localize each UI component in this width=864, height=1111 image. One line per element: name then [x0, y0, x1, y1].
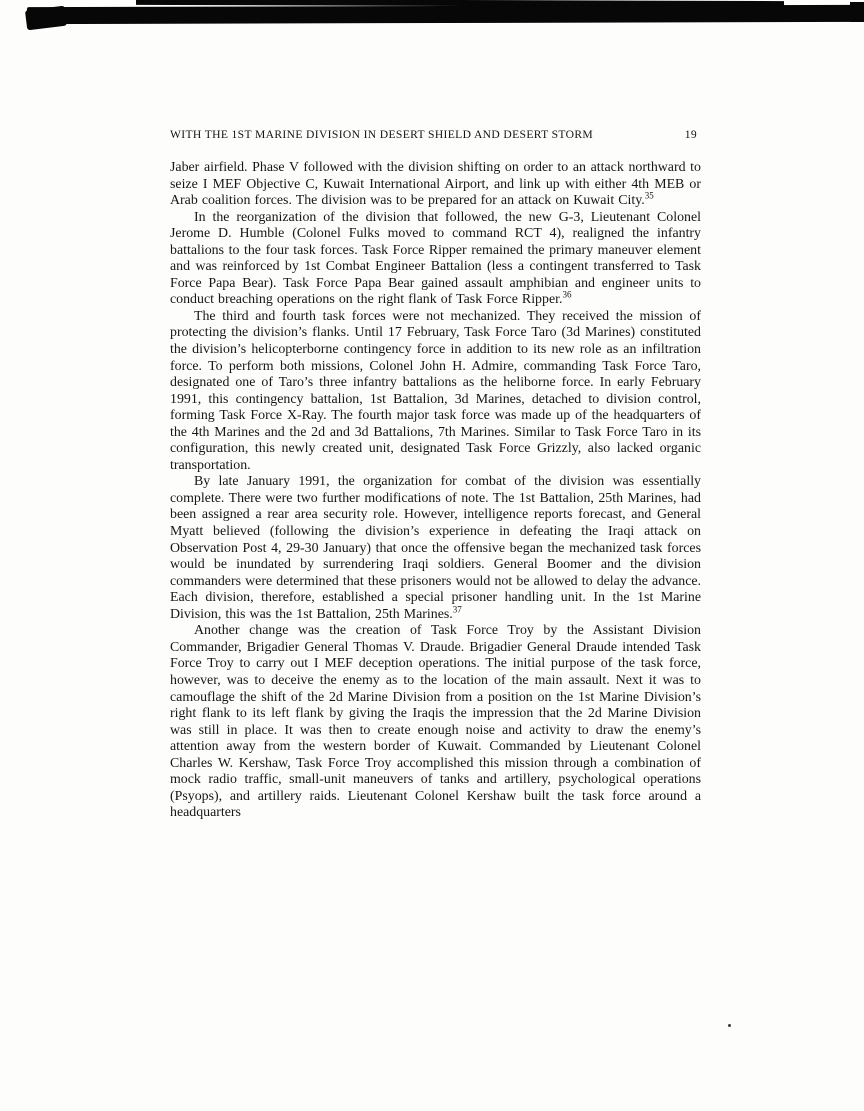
- running-title: WITH THE 1ST MARINE DIVISION IN DESERT SHIELD AND DESERT STORM: [170, 128, 594, 141]
- footnote-marker: 35: [644, 190, 654, 201]
- paragraph-text: In the reorganization of the division that followed, the new G-3, Lieutenant Colonel Jerome D. Humble (Colonel Fulks moved to command RCT 4), realigned the infantry battalions to the four task forces. Task Force Ripper remained the primary maneuver element and was reinforced by 1st Combat Engineer Battalion (less a contingent transferred to Task Force Papa Bear). Task Force Papa Bear gained assault amphibian and engineer units to conduct breaching operations on the right flank of Task Force Ripper.: [170, 209, 701, 308]
- body-text-block: [170, 160, 701, 822]
- scan-artifact-left-blob: [25, 6, 67, 31]
- paragraph: [170, 160, 701, 210]
- paragraph: [170, 309, 701, 474]
- paragraph: [170, 474, 701, 623]
- page-number: 19: [684, 128, 697, 141]
- paragraph: [170, 210, 701, 309]
- footnote-marker: 36: [562, 289, 572, 300]
- paragraph-text: By late January 1991, the organization for combat of the division was essentially complete. There were two further modifications of note. The 1st Battalion, 25th Marines, had been assigned a rear area security role. However, intelligence reports forecast, and General Myatt believed (following the division’s experience in defeating the Iraqi attack on Observation Post 4, 29-30 January) that once the offensive began the mechanized task forces would be inundated by surrendering Iraqi soldiers. General Boomer and the division commanders were determined that these prisoners would not be allowed to delay the advance. Each division, therefore, established a special prisoner handling unit. In the 1st Marine Division, this was the 1st Battalion, 25th Marines.: [170, 474, 701, 622]
- scan-artifact-right-edge: [850, 2, 864, 22]
- paragraph-text: Another change was the creation of Task Force Troy by the Assistant Division Commander, Brigadier General Thomas V. Draude. Brigadier General Draude intended Task Force Troy to carry out I MEF deception operations. The initial purpose of the task force, however, was to deceive the enemy as to the location of the main assault. Next it was to camouflage the shift of the 2d Marine Division from a position on the 1st Marine Division’s right flank to its left flank by giving the Iraqis the impression that the 2d Marine Division was still in place. It was then to create enough noise and activity to draw the enemy’s attention away from the western border of Kuwait. Commanded by Lieutenant Colonel Charles W. Kershaw, Task Force Troy accomplished this mission through a combination of mock radio traffic, small-unit maneuvers of tanks and artillery, psychological operations (Psyops), and artillery raids. Lieutenant Colonel Kershaw built the task force around a headquarters: [170, 623, 701, 821]
- paragraph: [170, 623, 701, 822]
- running-header: [170, 128, 701, 141]
- paragraph-text: The third and fourth task forces were not mechanized. They received the mission of protecting the division’s flanks. Until 17 February, Task Force Taro (3d Marines) constituted the division’s helicopterborne contingency force in addition to its new role as an infiltration force. To perform both missions, Colonel John H. Admire, commanding Task Force Taro, designated one of Taro’s three infantry battalions as the heliborne force. In early February 1991, this contingency battalion, 1st Battalion, 3d Marines, detached to division control, forming Task Force X-Ray. The fourth major task force was made up of the headquarters of the 4th Marines and the 2d and 3d Battalions, 7th Marines. Similar to Task Force Taro in its configuration, this newly created unit, designated Task Force Grizzly, also lacked organic transportation.: [170, 308, 701, 473]
- paragraph-text: Jaber airfield. Phase V followed with the division shifting on order to an attack northward to seize I MEF Objective C, Kuwait International Airport, and link up with either 4th MEB or Arab coalition forces. The division was to be prepared for an attack on Kuwait City.: [170, 160, 701, 209]
- scan-artifact-top-bar: [27, 5, 857, 24]
- footnote-marker: 37: [452, 604, 462, 615]
- stray-mark: [728, 1024, 731, 1027]
